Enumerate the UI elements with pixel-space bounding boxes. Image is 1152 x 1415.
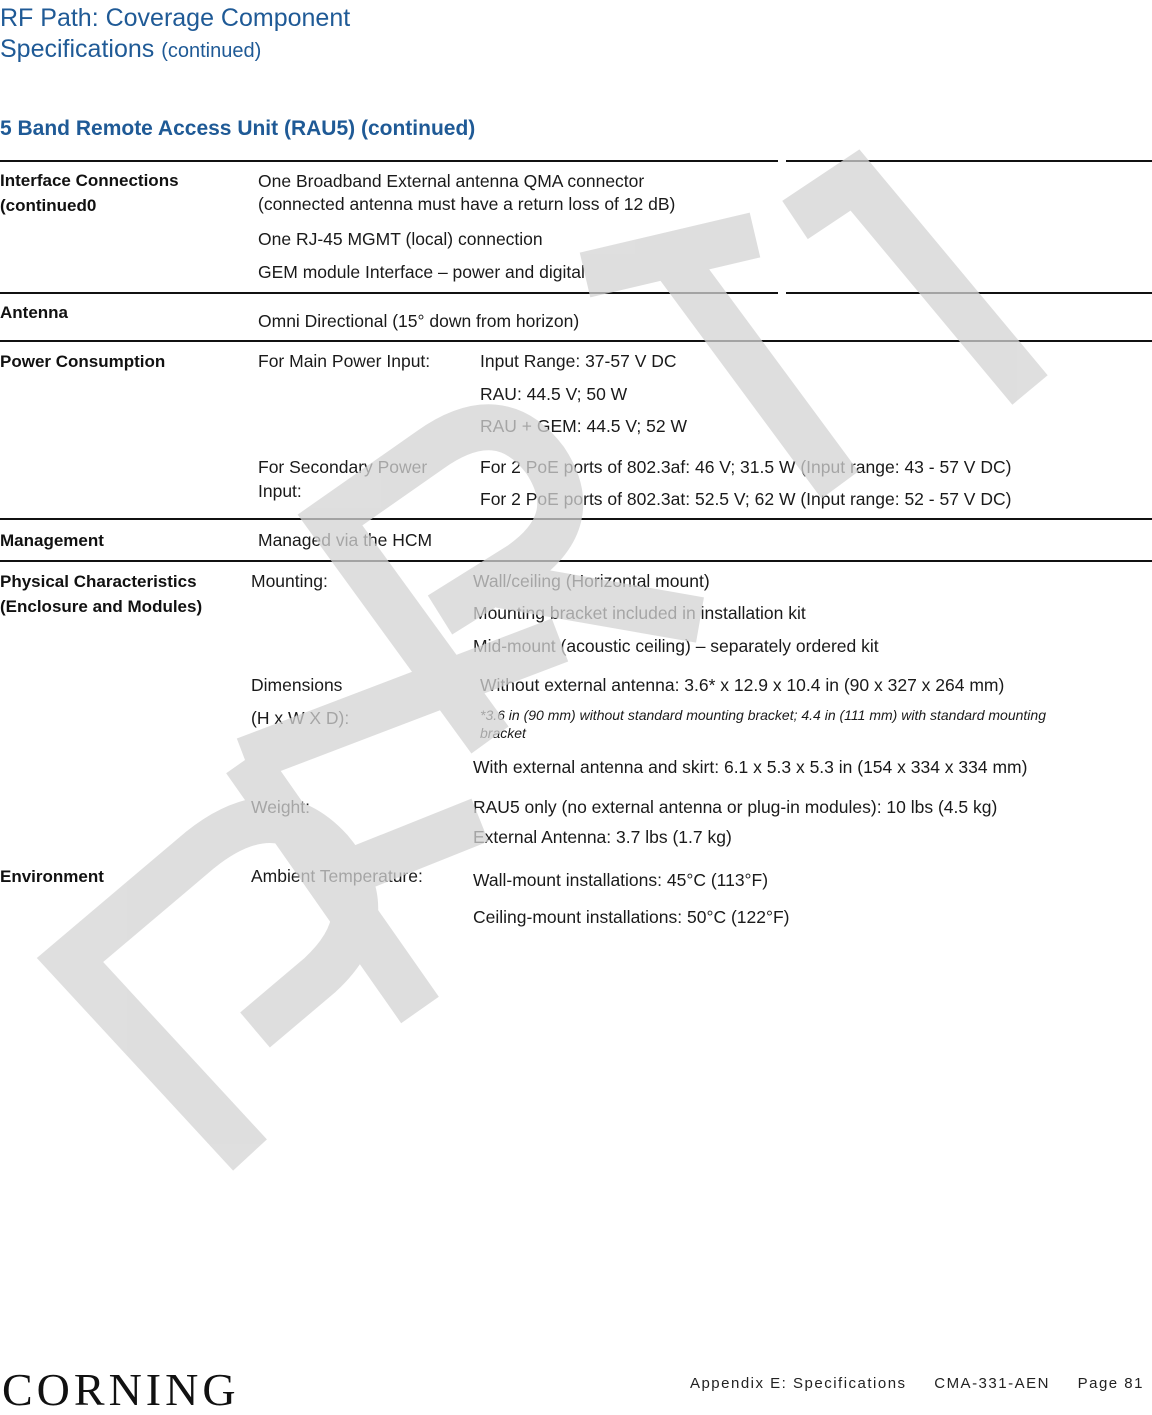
row-label-physical-line1: Physical Characteristics	[0, 572, 197, 591]
weight-value-1: RAU5 only (no external antenna or plug-in modules): 10 lbs (4.5 kg)	[473, 797, 998, 817]
row-label-interface-line2: (continued0	[0, 196, 97, 215]
section-title: 5 Band Remote Access Unit (RAU5) (continued)	[0, 117, 476, 140]
power-secondary-value-1: For 2 PoE ports of 802.3af: 46 V; 31.5 W (Input range: 43 - 57 V DC)	[480, 457, 1012, 477]
power-secondary-label-line1: For Secondary Power	[258, 457, 428, 477]
temperature-value-2: Ceiling-mount installations: 50°C (122°F)	[473, 907, 790, 927]
power-secondary-value-2: For 2 PoE ports of 802.3at: 52.5 V; 62 W (Input range: 52 - 57 V DC)	[480, 489, 1012, 509]
antenna-value: Omni Directional (15° down from horizon)	[258, 311, 580, 331]
management-value: Managed via the HCM	[258, 530, 433, 550]
row-label-physical-line2: (Enclosure and Modules)	[0, 597, 203, 616]
row-label-management: Management	[0, 531, 104, 550]
row-label-power: Power Consumption	[0, 352, 166, 371]
weight-label: Weight:	[251, 797, 311, 817]
table-rule-antenna-right	[786, 292, 1152, 294]
table-rule-antenna-left	[0, 292, 778, 294]
row-label-antenna: Antenna	[0, 303, 68, 322]
table-rule-top-left	[0, 160, 778, 162]
page-title-main: Specifications	[0, 35, 155, 63]
footer-doc-id: CMA-331-AEN	[934, 1375, 1050, 1392]
mounting-value-2: Mounting bracket included in installation kit	[473, 603, 806, 623]
dimensions-label-line1: Dimensions	[251, 675, 343, 695]
dimensions-note-line2: bracket	[480, 725, 526, 741]
table-rule-power	[0, 340, 1152, 342]
dimensions-label-line2: (H x W X D):	[251, 708, 350, 728]
interface-value-2: (connected antenna must have a return loss of 12 dB)	[258, 194, 676, 214]
power-secondary-label	[258, 455, 427, 503]
row-label-environment: Environment	[0, 867, 104, 886]
power-main-value-2: RAU: 44.5 V; 50 W	[480, 384, 628, 404]
interface-value-3: One RJ-45 MGMT (local) connection	[258, 229, 543, 249]
dimensions-value-2: With external antenna and skirt: 6.1 x 5.3 x 5.3 in (154 x 334 x 334 mm)	[473, 757, 1028, 777]
corning-logo: CORNING	[2, 1364, 240, 1415]
interface-value-1: One Broadband External antenna QMA connector	[258, 171, 645, 191]
mounting-value-3: Mid-mount (acoustic ceiling) – separately ordered kit	[473, 636, 879, 656]
page-title-line2	[0, 31, 261, 70]
weight-value-2: External Antenna: 3.7 lbs (1.7 kg)	[473, 827, 732, 847]
footer-section: Appendix E: Specifications	[689, 1375, 907, 1392]
page-title-suffix: (continued)	[161, 40, 262, 62]
row-label-interface-line1: Interface Connections	[0, 171, 179, 190]
table-rule-management	[0, 518, 1152, 520]
row-label-physical	[0, 569, 202, 619]
mounting-label: Mounting:	[251, 571, 328, 591]
mounting-value-1: Wall/ceiling (Horizontal mount)	[473, 571, 710, 591]
interface-value-4: GEM module Interface – power and digital	[258, 262, 585, 282]
row-label-interface	[0, 168, 179, 218]
power-main-value-3: RAU + GEM: 44.5 V; 52 W	[480, 416, 687, 436]
table-rule-physical	[0, 560, 1152, 562]
power-main-label: For Main Power Input:	[258, 351, 431, 371]
page-footer	[668, 1375, 1144, 1392]
table-rule-top-right	[786, 160, 1152, 162]
temperature-label: Ambient Temperature:	[251, 866, 423, 886]
dimensions-note-line1: *3.6 in (90 mm) without standard mounting bracket; 4.4 in (111 mm) with standard mounting	[480, 707, 1046, 723]
dimensions-value-1: Without external antenna: 3.6* x 12.9 x 10.4 in (90 x 327 x 264 mm)	[480, 675, 1005, 695]
temperature-value-1: Wall-mount installations: 45°C (113°F)	[473, 870, 769, 890]
footer-page-number: Page 81	[1077, 1375, 1144, 1392]
power-secondary-label-line2: Input:	[258, 481, 302, 501]
dimensions-note	[480, 706, 1046, 742]
power-main-value-1: Input Range: 37-57 V DC	[480, 351, 677, 371]
page-title-line1: RF Path: Coverage Component	[0, 4, 351, 32]
